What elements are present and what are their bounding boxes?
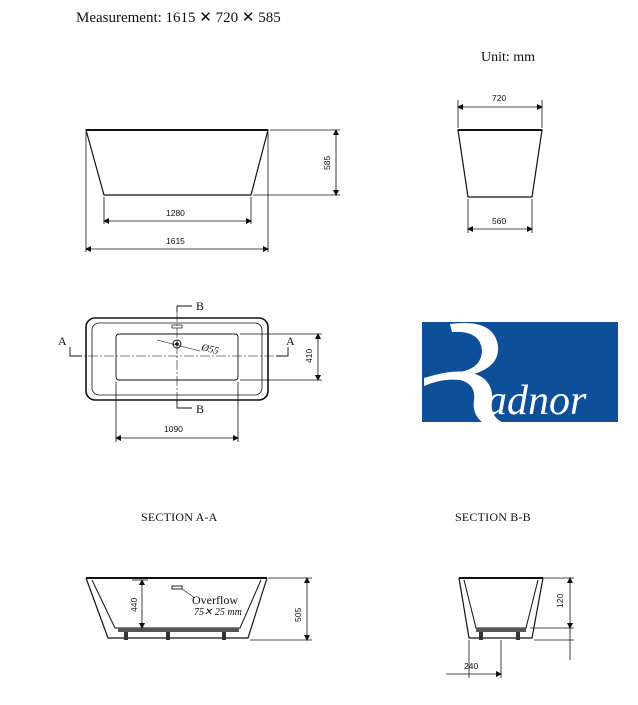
unit-label: Unit: mm <box>481 50 536 65</box>
front-view <box>86 130 340 252</box>
section-aa-title: SECTION A-A <box>141 510 218 524</box>
dim-505-label: 505 <box>293 607 303 622</box>
front-view-outline <box>86 130 268 195</box>
dim-240-label: 240 <box>464 661 479 671</box>
dim-720-label: 720 <box>492 93 507 103</box>
drain-diameter-label: Ø55 <box>200 342 220 358</box>
section-aa-feet <box>124 632 226 640</box>
section-a-marker-right: A <box>286 334 295 348</box>
side-view <box>458 100 542 233</box>
dim-1280-label: 1280 <box>166 208 185 218</box>
radnor-logo <box>422 322 618 422</box>
overflow-size-label: 75✕ 25 mm <box>194 607 242 618</box>
section-bb-feet <box>479 632 520 640</box>
side-view-outline <box>458 130 542 197</box>
dim-120-label: 120 <box>555 593 565 608</box>
dim-560-label: 560 <box>492 216 507 226</box>
dim-1615-label: 1615 <box>166 236 185 246</box>
section-b-marker-top: B <box>196 299 205 313</box>
dim-585-label: 585 <box>322 155 332 170</box>
dim-410-label: 410 <box>304 348 314 363</box>
dim-1090-label: 1090 <box>164 424 183 434</box>
section-b-marker-bottom: B <box>196 402 205 416</box>
logo-wordmark: adnor <box>486 378 587 422</box>
section-bb-title: SECTION B-B <box>455 510 531 524</box>
section-a-marker-left: A <box>58 334 67 348</box>
measurement-title: Measurement: 1615 ✕ 720 ✕ 585 <box>76 10 281 26</box>
plan-view <box>70 306 322 442</box>
overflow-label: Overflow <box>192 593 238 607</box>
dim-440-label: 440 <box>129 597 139 612</box>
section-bb-inner-basin <box>464 580 538 628</box>
